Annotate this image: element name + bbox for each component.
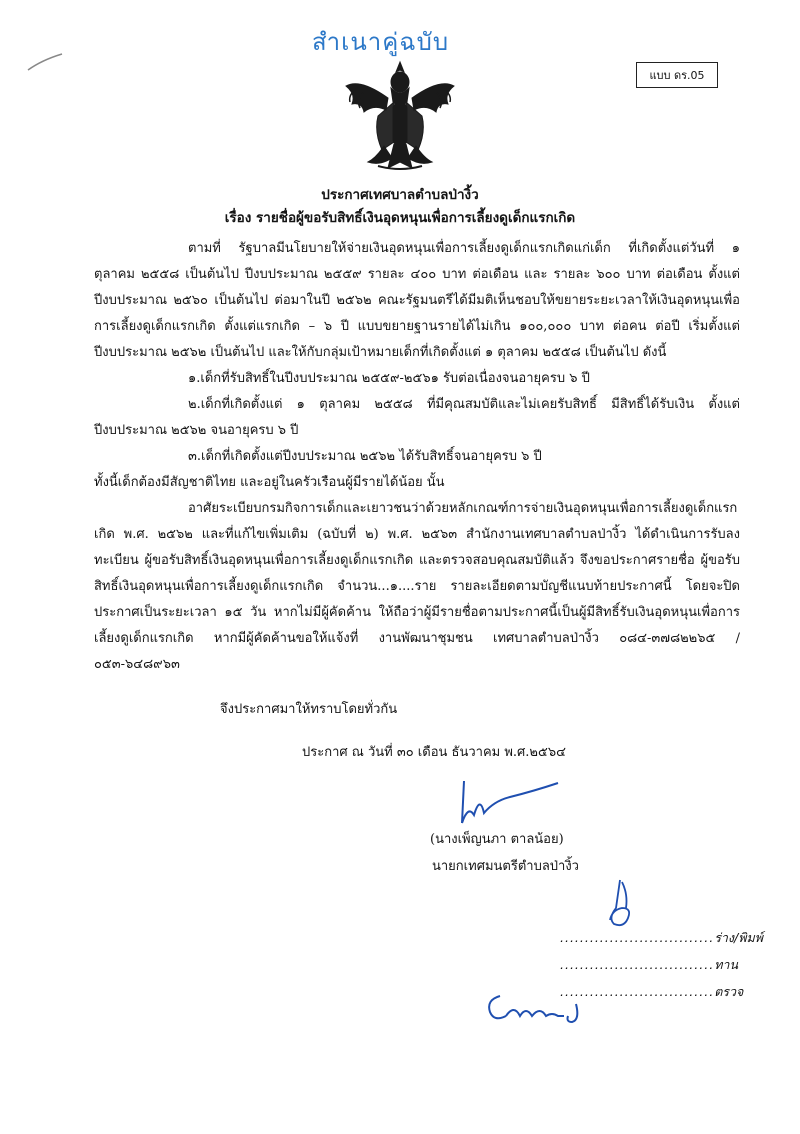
list-item: ๓.เด็กที่เกิดตั้งแต่ปีงบประมาณ ๒๕๖๒ ได้รับสิทธิ์จนอายุครบ ๖ ปี	[188, 449, 542, 464]
approval-dots: ...............................	[560, 984, 715, 999]
drafter-initial	[598, 878, 642, 932]
signer-name: (นางเพ็ญนภา ตาลน้อย)	[430, 832, 564, 847]
approval-draft-row	[560, 928, 763, 948]
mayor-signature	[454, 775, 564, 831]
approval-check-label: ตรวจ	[714, 984, 744, 999]
approval-review-row	[560, 955, 738, 975]
approval-dots: ...............................	[560, 957, 715, 972]
intro-paragraph: ตามที่ รัฐบาลมีนโยบายให้จ่ายเงินอุดหนุนเพื่อการเลี้ยงดูเด็กแรกเกิดแก่เด็ก ที่เกิดตั้งแต่วันที่ ๑ ตุลาคม ๒๕๕๘ เป็นต้นไป ปีงบประมาณ ๒๕๕๙ รายละ ๔๐๐ บาท ต่อเดือน และ รายละ ๖๐๐ บาท ต่อเดือน ตั้งแต่ปีงบประมาณ ๒๕๖๐ เป็นต้นไป ต่อมาในปี ๒๕๖๒ คณะรัฐมนตรีได้มีมติเห็นชอบให้ขยายระยะเวลาให้เงินอุดหนุนเพื่อการเลี้ยงดูเด็กแรกเกิด ตั้งแต่แรกเกิด – ๖ ปี แบบขยายฐานรายได้ไม่เกิน ๑๐๐,๐๐๐ บาท ต่อคน ต่อปี เริ่มตั้งแต่ปีงบประมาณ ๒๕๖๒ เป็นต้นไป และให้กับกลุ่มเป้าหมายเด็กที่เกิดตั้งแต่ ๑ ตุลาคม ๒๕๕๘ เป็นต้นไป ดังนี้	[94, 241, 740, 360]
condition-paragraph: ทั้งนี้เด็กต้องมีสัญชาติไทย และอยู่ในครัวเรือนผู้มีรายได้น้อย นั้น	[94, 475, 445, 490]
list-item: ๒.เด็กที่เกิดตั้งแต่ ๑ ตุลาคม ๒๕๕๘ ที่มีคุณสมบัติและไม่เคยรับสิทธิ์ มีสิทธิ์ได้รับเงิน ตั้งแต่ปีงบประมาณ ๒๕๖๒ จนอายุครบ ๖ ปี	[94, 397, 740, 438]
closing-line: จึงประกาศมาให้ทราบโดยทั่วกัน	[220, 702, 398, 717]
approval-draft-label: ร่าง/พิมพ์	[714, 930, 763, 945]
announcement-paragraph: อาศัยระเบียบกรมกิจการเด็กและเยาวชนว่าด้วยหลักเกณฑ์การจ่ายเงินอุดหนุนเพื่อการเลี้ยงดูเด็กแรกเกิด พ.ศ. ๒๕๖๒ และที่แก้ไขเพิ่มเติม (ฉบับที่ ๒) พ.ศ. ๒๕๖๓ สำนักงานเทศบาลตำบลป่างิ้ว ได้ดำเนินการรับลงทะเบียน ผู้ขอรับสิทธิ์เงินอุดหนุนเพื่อการเลี้ยงดูเด็กแรกเกิด และตรวจสอบคุณสมบัติแล้ว จึงขอประกาศรายชื่อ ผู้ขอรับสิทธิ์เงินอุดหนุนเพื่อการเลี้ยงดูเด็กแรกเกิด จำนวน...๑....ราย รายละเอียดตามบัญชีแนบท้ายประกาศนี้ โดยจะปิดประกาศเป็นระยะเวลา ๑๕ วัน หากไม่มีผู้คัดค้าน ให้ถือว่าผู้มีรายชื่อตามประกาศนี้เป็นผู้มีสิทธิ์รับเงินอุดหนุนเพื่อการเลี้ยงดูเด็กแรกเกิด หากมีผู้คัดค้านขอให้แจ้งที่ งานพัฒนาชุมชน เทศบาลตำบลป่างิ้ว ๐๘๔-๓๗๘๒๒๖๕ / ๐๕๓-๖๔๘๙๖๓	[94, 501, 740, 672]
checker-signature	[484, 990, 604, 1030]
announcement-title: ประกาศเทศบาลตำบลป่างิ้ว	[321, 187, 479, 203]
form-code-box	[636, 62, 718, 88]
approval-dots: ...............................	[560, 930, 715, 945]
list-item: ๑.เด็กที่รับสิทธิ์ในปีงบประมาณ ๒๕๕๙-๒๕๖๑ รับต่อเนื่องจนอายุครบ ๖ ปี	[188, 371, 590, 386]
signer-title: นายกเทศมนตรีตำบลป่างิ้ว	[432, 859, 579, 874]
announcement-subject: เรื่อง รายชื่อผู้ขอรับสิทธิ์เงินอุดหนุนเพื่อการเลี้ยงดูเด็กแรกเกิด	[224, 210, 576, 226]
pen-stroke-mark	[26, 50, 66, 74]
date-line: ประกาศ ณ วันที่ ๓๐ เดือน ธันวาคม พ.ศ.๒๕๖๔	[302, 745, 566, 760]
approval-review-label: ทาน	[714, 957, 738, 972]
announcement-body	[94, 236, 740, 678]
form-code: แบบ ดร.05	[649, 69, 705, 82]
copy-stamp: สำเนาคู่ฉบับ	[312, 28, 450, 56]
garuda-emblem-icon	[338, 58, 462, 176]
